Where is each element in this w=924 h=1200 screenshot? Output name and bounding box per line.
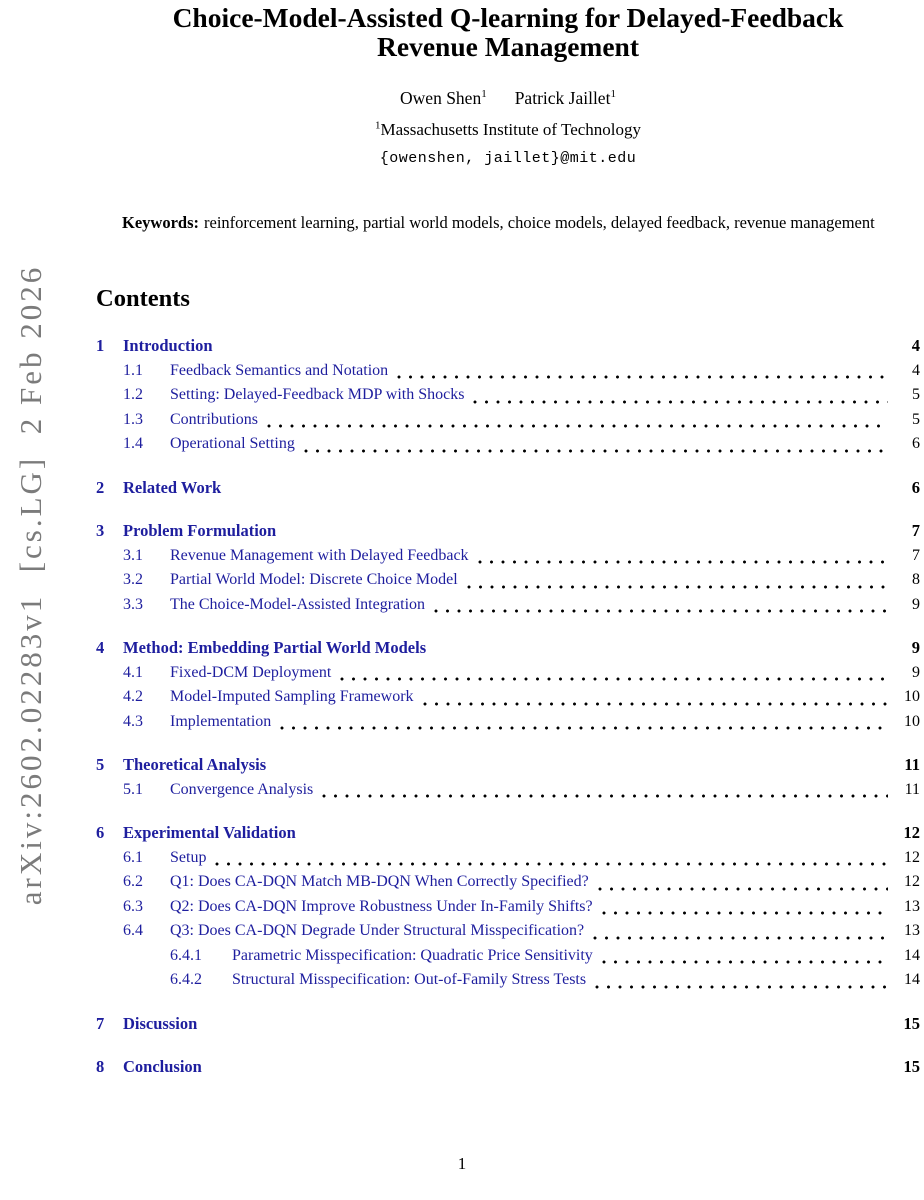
toc-page-number: 14 bbox=[904, 971, 920, 988]
toc-section-number: 4.3 bbox=[123, 712, 143, 730]
toc-page-number: 6 bbox=[911, 477, 920, 497]
toc-row bbox=[96, 685, 920, 710]
toc-row bbox=[96, 1055, 920, 1080]
toc-entry-link[interactable]: Parametric Misspecification: Quadratic Price Sensitivity bbox=[232, 946, 593, 964]
toc-row bbox=[96, 408, 920, 433]
toc-page-number: 15 bbox=[903, 1013, 920, 1033]
toc-dot-leader bbox=[280, 726, 888, 730]
toc-dot-leader bbox=[304, 449, 888, 453]
toc-row bbox=[96, 519, 920, 544]
toc-section-number: 2 bbox=[96, 477, 105, 497]
toc-section-number: 3.3 bbox=[123, 595, 143, 613]
toc-section-number: 4.2 bbox=[123, 688, 143, 705]
toc-dot-leader bbox=[602, 911, 888, 915]
toc-row bbox=[96, 944, 920, 969]
toc-page-number: 9 bbox=[911, 638, 920, 657]
toc-page-number: 11 bbox=[904, 780, 920, 798]
toc-entry-link[interactable]: Structural Misspecification: Out-of-Family Stress Tests bbox=[232, 971, 587, 988]
toc-row bbox=[96, 476, 920, 501]
toc-section-number: 7 bbox=[96, 1013, 105, 1033]
toc-row bbox=[96, 895, 920, 920]
toc-dot-leader bbox=[478, 560, 888, 564]
toc-row bbox=[96, 544, 920, 569]
toc-entry-link[interactable]: Q3: Does CA-DQN Degrade Under Structural Misspecification? bbox=[170, 922, 585, 939]
toc-row bbox=[96, 593, 920, 618]
toc-entry-link[interactable]: Partial World Model: Discrete Choice Model bbox=[170, 571, 458, 588]
toc-row bbox=[96, 1012, 920, 1037]
author-1-affiliation-mark: 1 bbox=[481, 88, 487, 101]
toc-row bbox=[96, 383, 920, 408]
toc-page-number: 12 bbox=[904, 873, 920, 890]
toc-dot-leader bbox=[598, 887, 888, 891]
keywords-text: reinforcement learning, partial world models, choice models, delayed feedback, revenue management bbox=[204, 213, 875, 232]
affiliation-name: Massachusetts Institute of Technology bbox=[380, 120, 642, 139]
toc-dot-leader bbox=[322, 794, 888, 798]
toc-row bbox=[96, 778, 920, 803]
toc-section-number: 5.1 bbox=[123, 780, 143, 798]
page-number: 1 bbox=[457, 1154, 467, 1173]
toc-row bbox=[96, 821, 920, 846]
toc-entry-link[interactable]: Related Work bbox=[123, 477, 222, 497]
toc-page-number: 4 bbox=[912, 361, 920, 379]
toc-row bbox=[96, 753, 920, 778]
toc-row bbox=[96, 568, 920, 593]
toc-section-number: 6.3 bbox=[123, 897, 143, 915]
toc-row bbox=[96, 359, 920, 384]
keywords-label: Keywords: bbox=[122, 213, 199, 232]
toc-page-number: 15 bbox=[903, 1057, 920, 1076]
author-1-name: Owen Shen bbox=[400, 88, 482, 108]
toc-dot-leader bbox=[423, 702, 888, 706]
toc-section-number: 1.3 bbox=[123, 410, 143, 428]
toc-entry-link[interactable]: Setup bbox=[170, 848, 207, 866]
toc-entry-link[interactable]: Method: Embedding Partial World Models bbox=[123, 638, 427, 657]
toc-page-number: 11 bbox=[904, 755, 920, 774]
toc-entry-link[interactable]: Contributions bbox=[170, 410, 259, 428]
toc-row bbox=[96, 334, 920, 359]
toc-entry-link[interactable]: Conclusion bbox=[123, 1057, 202, 1076]
toc-page-number: 7 bbox=[911, 521, 920, 540]
toc-page-number: 7 bbox=[912, 546, 920, 564]
affiliation-mark: 1 bbox=[374, 119, 381, 132]
toc-dot-leader bbox=[275, 770, 888, 774]
toc-entry-link[interactable]: Model-Imputed Sampling Framework bbox=[170, 688, 414, 705]
toc-dot-leader bbox=[267, 424, 888, 428]
toc-page-number: 9 bbox=[912, 595, 920, 613]
author-1 bbox=[400, 88, 487, 109]
toc-entry-link[interactable]: Fixed-DCM Deployment bbox=[170, 663, 332, 681]
toc-section-number: 5 bbox=[96, 755, 105, 774]
toc-dot-leader bbox=[230, 492, 888, 496]
toc-section-number: 4.1 bbox=[123, 663, 143, 681]
toc-entry-link[interactable]: Revenue Management with Delayed Feedback bbox=[170, 546, 469, 564]
toc-section-number: 8 bbox=[96, 1057, 105, 1076]
paper-title-line1: Choice-Model-Assisted Q-learning for Delayed-Feedback bbox=[172, 2, 844, 33]
toc-entry-link[interactable]: Introduction bbox=[123, 336, 213, 355]
toc-dot-leader bbox=[467, 585, 888, 589]
toc-row bbox=[96, 968, 920, 993]
toc-entry-link[interactable]: Convergence Analysis bbox=[170, 780, 314, 798]
toc-section-number: 6.4.2 bbox=[170, 971, 202, 988]
toc-entry-link[interactable]: Setting: Delayed-Feedback MDP with Shocks bbox=[170, 386, 465, 403]
toc-section-number: 6.1 bbox=[123, 848, 143, 866]
toc-dot-leader bbox=[206, 1028, 888, 1032]
toc-page-number: 14 bbox=[904, 946, 920, 964]
toc-row bbox=[96, 432, 920, 457]
toc-dot-leader bbox=[211, 1072, 888, 1076]
toc-section-number: 6.4 bbox=[123, 922, 143, 939]
toc-row bbox=[96, 846, 920, 871]
toc-page-number: 10 bbox=[904, 712, 920, 730]
toc-page-number: 5 bbox=[912, 410, 920, 428]
toc-dot-leader bbox=[222, 351, 888, 355]
arxiv-stamp: arXiv:2602.02283v1 [cs.LG] 2 Feb 2026 bbox=[13, 264, 48, 906]
toc-row bbox=[96, 870, 920, 895]
toc-section-number: 6.2 bbox=[123, 873, 143, 890]
toc-page-number: 4 bbox=[911, 336, 920, 355]
toc-section-number: 1.4 bbox=[123, 435, 143, 452]
toc-dot-leader bbox=[593, 936, 888, 940]
paper-title bbox=[96, 3, 920, 61]
author-list bbox=[96, 88, 920, 109]
table-of-contents bbox=[96, 334, 920, 1080]
author-2 bbox=[515, 88, 616, 109]
toc-dot-leader bbox=[435, 653, 888, 657]
toc-section-number: 3.1 bbox=[123, 546, 143, 564]
content-column bbox=[96, 0, 920, 1080]
toc-dot-leader bbox=[305, 838, 888, 842]
toc-row bbox=[96, 919, 920, 944]
toc-page-number: 13 bbox=[904, 897, 920, 915]
toc-entry-link[interactable]: Problem Formulation bbox=[123, 521, 277, 540]
toc-page-number: 12 bbox=[903, 823, 920, 842]
toc-page-number: 13 bbox=[904, 922, 920, 939]
toc-entry-link[interactable]: Q1: Does CA-DQN Match MB-DQN When Correctly Specified? bbox=[170, 873, 589, 890]
toc-section-number: 1.2 bbox=[123, 386, 143, 403]
author-2-name: Patrick Jaillet bbox=[514, 88, 611, 108]
toc-dot-leader bbox=[340, 677, 888, 681]
toc-dot-leader bbox=[397, 375, 888, 379]
toc-entry-link[interactable]: Experimental Validation bbox=[123, 823, 296, 842]
keywords-paragraph bbox=[96, 211, 920, 235]
toc-dot-leader bbox=[473, 400, 888, 404]
toc-page-number: 5 bbox=[912, 386, 920, 403]
author-2-affiliation-mark: 1 bbox=[610, 88, 616, 101]
toc-section-number: 3.2 bbox=[123, 571, 143, 588]
toc-entry-link[interactable]: Discussion bbox=[123, 1013, 198, 1033]
toc-section-number: 1.1 bbox=[123, 361, 143, 379]
toc-page-number: 8 bbox=[912, 571, 920, 588]
author-emails: {owenshen, jaillet}@mit.edu bbox=[379, 150, 637, 167]
toc-section-number: 6 bbox=[96, 823, 105, 842]
toc-dot-leader bbox=[434, 609, 888, 613]
toc-entry-link[interactable]: Operational Setting bbox=[170, 435, 295, 452]
toc-section-number: 4 bbox=[96, 638, 105, 657]
toc-page-number: 6 bbox=[912, 435, 920, 452]
toc-entry-link[interactable]: Q2: Does CA-DQN Improve Robustness Under In-Family Shifts? bbox=[170, 897, 593, 915]
toc-page-number: 12 bbox=[904, 848, 920, 866]
toc-entry-link[interactable]: Implementation bbox=[170, 712, 272, 730]
toc-dot-leader bbox=[215, 862, 888, 866]
toc-row bbox=[96, 710, 920, 735]
affiliation bbox=[96, 120, 920, 140]
toc-page-number: 9 bbox=[912, 663, 920, 681]
toc-entry-link[interactable]: Theoretical Analysis bbox=[123, 755, 267, 774]
paper-title-line2: Revenue Management bbox=[377, 31, 639, 62]
toc-section-number: 1 bbox=[96, 336, 105, 355]
contents-heading: Contents bbox=[96, 285, 190, 312]
toc-section-number: 6.4.1 bbox=[170, 946, 202, 964]
toc-entry-link[interactable]: The Choice-Model-Assisted Integration bbox=[170, 595, 426, 613]
toc-entry-link[interactable]: Feedback Semantics and Notation bbox=[170, 361, 389, 379]
toc-dot-leader bbox=[285, 536, 888, 540]
toc-dot-leader bbox=[595, 985, 888, 989]
toc-row bbox=[96, 661, 920, 686]
toc-section-number: 3 bbox=[96, 521, 105, 540]
toc-dot-leader bbox=[602, 960, 888, 964]
toc-page-number: 10 bbox=[904, 688, 920, 705]
toc-row bbox=[96, 636, 920, 661]
